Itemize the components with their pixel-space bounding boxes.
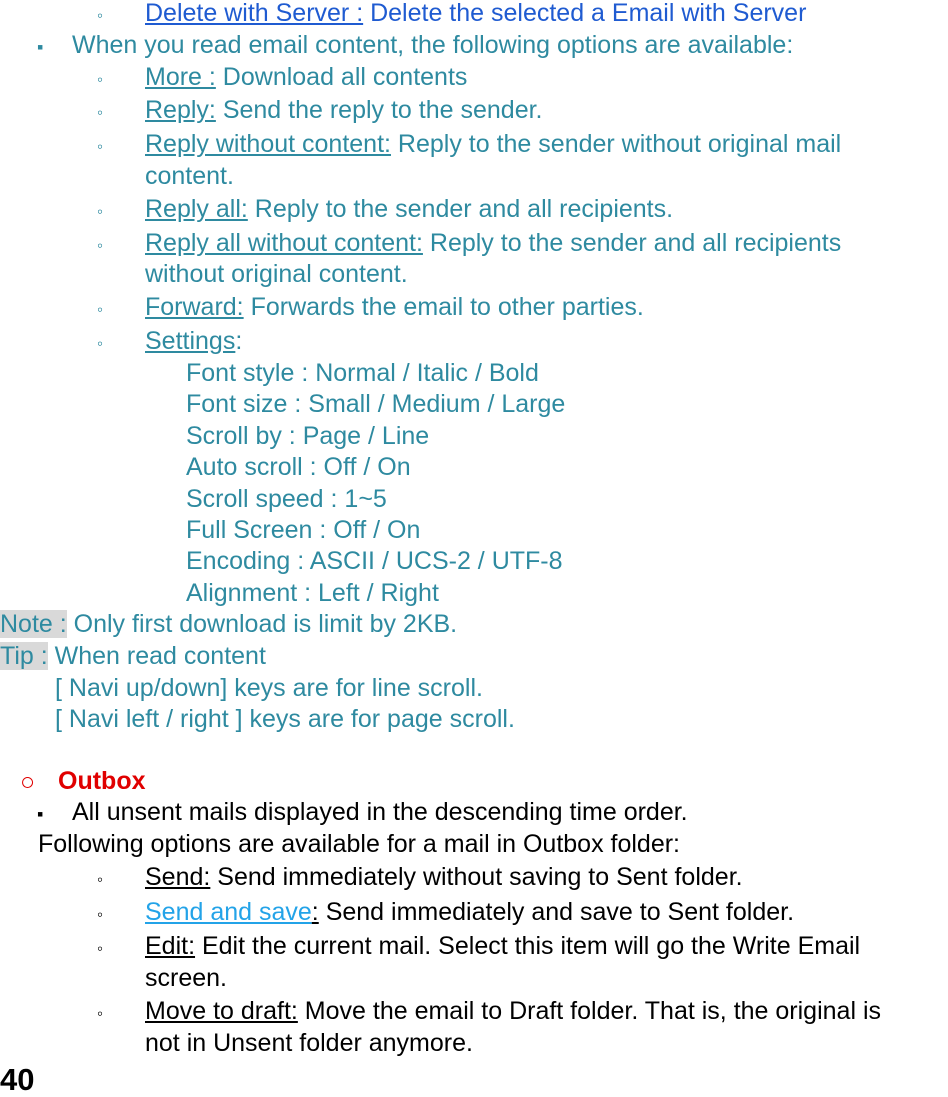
- more-desc: Download all contents: [215, 63, 468, 91]
- note-text: Only first download is limit by 2KB.: [66, 610, 458, 638]
- setting-alignment: Alignment : Left / Right: [186, 579, 439, 607]
- bullet-circle-icon: ◦: [97, 103, 104, 122]
- outbox-intro-options: Following options are available for a mail in Outbox folder:: [38, 830, 681, 858]
- reply-all-without-content-link[interactable]: Reply all without content:: [145, 229, 423, 257]
- item-forward: [145, 292, 644, 323]
- send-and-save-desc: Send immediately and save to Sent folder.: [318, 898, 795, 926]
- reply-desc: Send the reply to the sender.: [215, 96, 543, 124]
- settings-link[interactable]: Settings: [145, 327, 236, 355]
- move-to-draft-desc: Move the email to Draft folder. That is, the original is: [297, 997, 882, 1025]
- setting-font-size: Font size : Small / Medium / Large: [186, 390, 566, 418]
- item-reply-all-without-content: [145, 228, 841, 259]
- bullet-circle-icon: ◦: [97, 300, 104, 319]
- read-intro: When you read email content, the following options are available:: [72, 31, 794, 59]
- bullet-circle-icon: ◦: [97, 905, 104, 924]
- note-label: Note :: [0, 610, 67, 638]
- reply-all-desc: Reply to the sender and all recipients.: [247, 195, 674, 223]
- reply-all-without-content-desc: Reply to the sender and all recipients: [422, 229, 842, 257]
- tip: [0, 641, 266, 672]
- forward-desc: Forwards the email to other parties.: [243, 293, 644, 321]
- setting-scroll-speed: Scroll speed : 1~5: [186, 485, 387, 513]
- item-settings: [145, 326, 242, 357]
- page-number: 40: [0, 1062, 35, 1097]
- item-send: [145, 862, 743, 893]
- setting-full-screen: Full Screen : Off / On: [186, 516, 421, 544]
- item-move-to-draft: [145, 996, 881, 1027]
- bullet-circle-icon: ◦: [97, 939, 104, 958]
- send-and-save-link[interactable]: Send and save: [145, 898, 312, 926]
- reply-all-without-content-desc-cont: without original content.: [145, 260, 408, 288]
- setting-font-style: Font style : Normal / Italic / Bold: [186, 359, 539, 387]
- bullet-square-icon: ▪: [37, 804, 44, 824]
- bullet-circle-icon: ◦: [97, 870, 104, 889]
- bullet-circle-icon: ◦: [97, 1004, 104, 1023]
- item-reply-all: [145, 194, 673, 225]
- send-and-save-colon: :: [311, 898, 319, 926]
- item-send-and-save: [145, 897, 794, 928]
- bullet-circle-icon: ◦: [97, 70, 104, 89]
- edit-desc-cont: screen.: [145, 964, 227, 992]
- outbox-circle-icon: ○: [20, 768, 36, 796]
- note: [0, 609, 457, 640]
- bullet-circle-icon: ◦: [97, 334, 104, 353]
- item-reply-without-content: [145, 129, 841, 160]
- move-to-draft-desc-cont: not in Unsent folder anymore.: [145, 1029, 473, 1057]
- forward-link[interactable]: Forward:: [145, 293, 244, 321]
- edit-link[interactable]: Edit:: [145, 932, 196, 960]
- item-delete-with-server: [145, 0, 806, 29]
- tip-page-scroll: [ Navi left / right ] keys are for page scroll.: [55, 705, 515, 733]
- reply-link[interactable]: Reply:: [145, 96, 216, 124]
- settings-colon: :: [235, 327, 243, 355]
- setting-scroll-by: Scroll by : Page / Line: [186, 422, 430, 450]
- bullet-circle-icon: ◦: [97, 137, 104, 156]
- edit-desc: Edit the current mail. Select this item will go the Write Email: [195, 932, 861, 960]
- send-desc: Send immediately without saving to Sent folder.: [210, 863, 743, 891]
- outbox-heading: Outbox: [58, 767, 146, 795]
- tip-text: When read content: [47, 642, 266, 670]
- reply-without-content-link[interactable]: Reply without content:: [145, 130, 391, 158]
- item-edit: [145, 931, 860, 962]
- setting-auto-scroll: Auto scroll : Off / On: [186, 453, 411, 481]
- bullet-circle-icon: ◦: [97, 6, 104, 25]
- delete-with-server-link[interactable]: Delete with Server :: [145, 0, 364, 27]
- reply-without-content-desc-cont: content.: [145, 162, 234, 190]
- tip-label: Tip :: [0, 642, 48, 670]
- move-to-draft-link[interactable]: Move to draft:: [145, 997, 298, 1025]
- reply-without-content-desc: Reply to the sender without original mail: [390, 130, 842, 158]
- bullet-square-icon: ▪: [37, 37, 44, 57]
- item-reply: [145, 95, 543, 126]
- bullet-circle-icon: ◦: [97, 202, 104, 221]
- delete-with-server-desc: Delete the selected a Email with Server: [363, 0, 807, 27]
- more-link[interactable]: More :: [145, 63, 216, 91]
- reply-all-link[interactable]: Reply all:: [145, 195, 248, 223]
- tip-line-scroll: [ Navi up/down] keys are for line scroll.: [55, 674, 483, 702]
- setting-encoding: Encoding : ASCII / UCS-2 / UTF-8: [186, 547, 563, 575]
- send-link[interactable]: Send:: [145, 863, 211, 891]
- bullet-circle-icon: ◦: [97, 236, 104, 255]
- item-more: [145, 62, 467, 93]
- outbox-intro: All unsent mails displayed in the descending time order.: [72, 798, 688, 826]
